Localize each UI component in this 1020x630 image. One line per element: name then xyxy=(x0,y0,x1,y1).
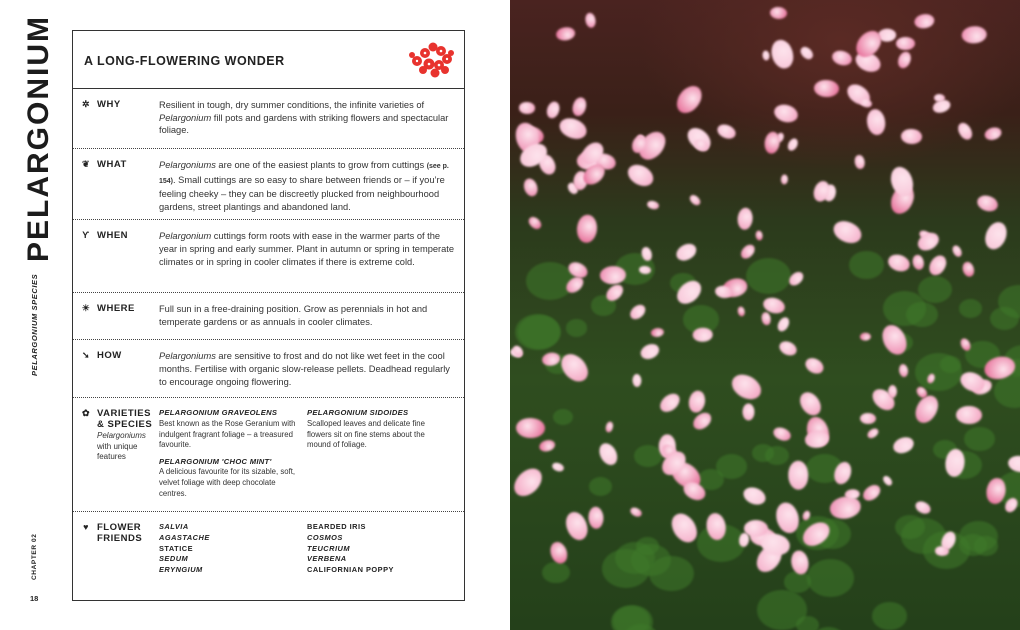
pelargonium-blossom xyxy=(545,100,561,119)
pelargonium-blossom xyxy=(738,242,757,261)
pelargonium-blossom xyxy=(830,49,853,68)
pelargonium-blossom xyxy=(891,435,916,456)
pelargonium-blossom xyxy=(898,363,909,377)
row-when xyxy=(73,220,464,293)
pelargonium-blossom xyxy=(913,12,935,29)
leaf xyxy=(636,537,659,556)
pelargonium-blossom xyxy=(829,494,863,520)
pelargonium-blossom xyxy=(881,474,894,487)
row-label: WHERE xyxy=(97,303,135,315)
leaf xyxy=(649,556,693,591)
leaf xyxy=(918,276,952,303)
leaf xyxy=(553,409,573,425)
heart-icon: ♥ xyxy=(83,522,89,533)
box-header xyxy=(73,31,464,89)
variety-desc: A delicious favourite for its sizable, soft, velvet foliage with deep chocolate centres. xyxy=(159,467,296,498)
pelargonium-blossom xyxy=(983,126,1002,142)
pelargonium-blossom xyxy=(912,254,926,271)
pelargonium-blossom xyxy=(775,315,791,333)
pelargonium-blossom xyxy=(646,200,659,211)
pelargonium-blossom xyxy=(629,506,643,519)
pelargonium-blossom xyxy=(981,219,1010,252)
row-text: Full sun in a free-draining position. Grow as perennials in hot and temperate gardens or as annuals in cooler climates. xyxy=(159,304,428,327)
pelargonium-blossom xyxy=(955,120,975,142)
row-text: Pelargoniums are sensitive to frost and do not like wet feet in the cool months. Fertilise with organic slow-release pellets. Deadhead regularly to encourage ongoing flowering. xyxy=(159,351,450,387)
pelargonium-blossom xyxy=(860,333,871,341)
row-varieties: ✿ VARIETIES & SPECIES Pelargoniums with unique features PELARGONIUM GRAVEOLENS Best known as the Rose Geranium with indulgent fragrant foliage – a treasured favourite. PELARGONIUM 'CHOC MINT' A delicious favourite for its sizable, soft, velvet foliage with deep chocolate centres. PELARGONIUM SIDOIDES Scalloped leaves and delicate fine flowers sit on fine stems about the mound of foliage. xyxy=(73,398,464,512)
leaf xyxy=(994,375,1020,408)
pelargonium-blossom xyxy=(975,193,1000,214)
variety-desc: Scalloped leaves and delicate fine flowers sit on fine stems about the mound of foliage. xyxy=(307,418,425,450)
pelargonium-photo xyxy=(510,0,1020,630)
pelargonium-blossom xyxy=(866,426,880,440)
pelargonium-blossom xyxy=(688,193,702,207)
pelargonium-blossom xyxy=(627,302,648,322)
plant-title: PELARGONIUM xyxy=(22,15,55,262)
variety-name: PELARGONIUM 'CHOC MINT' xyxy=(159,456,272,466)
pelargonium-blossom xyxy=(693,328,713,342)
pelargonium-blossom xyxy=(715,122,737,141)
friend-item: ERYNGIUM xyxy=(159,565,203,575)
pelargonium-blossom xyxy=(813,80,839,99)
leaves-icon: ❦ xyxy=(81,159,91,169)
pelargonium-blossom xyxy=(950,244,963,258)
section-label: PELARGONIUM SPECIES xyxy=(30,273,39,376)
friend-item: SEDUM xyxy=(159,554,189,564)
pelargonium-blossom xyxy=(638,341,661,361)
pelargonium-blossom xyxy=(887,385,896,398)
leaf xyxy=(959,299,982,318)
pelargonium-blossom xyxy=(961,260,976,278)
pelargonium-blossom xyxy=(771,425,792,443)
row-label: FLOWER xyxy=(97,522,142,534)
page-reference: (see p. 154) xyxy=(159,163,449,185)
pelargonium-blossom xyxy=(786,136,800,152)
row-why xyxy=(73,89,464,149)
row-label: WHY xyxy=(97,99,121,110)
pelargonium-blossom xyxy=(854,154,866,169)
friends-column-1 xyxy=(159,522,299,594)
pelargonium-blossom xyxy=(780,175,788,186)
pelargonium-blossom xyxy=(804,430,830,449)
leaf xyxy=(796,616,819,630)
pelargonium-blossom xyxy=(671,81,706,118)
pelargonium-blossom xyxy=(551,461,565,473)
pelargonium-blossom xyxy=(555,25,576,41)
leaf xyxy=(589,477,612,496)
sprout-icon: ϒ xyxy=(82,230,90,241)
pelargonium-blossom xyxy=(657,389,683,415)
leaf xyxy=(518,315,561,349)
pelargonium-blossom xyxy=(625,160,658,190)
leaf xyxy=(915,353,962,391)
pelargonium-blossom xyxy=(687,389,707,414)
box-title: A LONG-FLOWERING WONDER xyxy=(84,54,285,68)
pelargonium-blossom xyxy=(761,50,769,61)
pelargonium-blossom xyxy=(860,98,873,109)
info-box xyxy=(72,30,465,601)
leaf xyxy=(883,291,926,326)
friend-item: SALVIA xyxy=(159,522,189,532)
pelargonium-blossom xyxy=(557,114,590,142)
pelargonium-blossom xyxy=(770,6,788,19)
row-how xyxy=(73,340,464,398)
pelargonium-blossom xyxy=(830,217,864,247)
pelargonium-blossom xyxy=(727,369,765,403)
pelargonium-blossom xyxy=(570,96,588,118)
pelargonium-blossom xyxy=(737,207,754,230)
friends-column-2 xyxy=(307,522,447,594)
pelargonium-blossom xyxy=(788,461,809,490)
pelargonium-blossom xyxy=(878,322,911,360)
friend-item: VERBENA xyxy=(307,554,347,564)
pelargonium-blossom xyxy=(866,108,888,136)
pelargonium-blossom xyxy=(772,102,800,125)
row-sublabel: Pelargoniums with unique features xyxy=(97,431,146,462)
pelargonium-blossom xyxy=(742,403,754,420)
pelargonium-blossom xyxy=(799,44,815,60)
leaf xyxy=(849,251,883,279)
friend-item: COSMOS xyxy=(307,533,343,543)
row-text: Pelargoniums are one of the easiest plants to grow from cuttings (see p. 154). Small cuttings are so easy to share between friends or – if you’re feeling cheeky – they can be discreetly plucked from neighbourhood gardens, street plantings and abandoned land. xyxy=(159,160,449,212)
pelargonium-blossom xyxy=(562,509,592,544)
pelargonium-blossom xyxy=(961,26,987,45)
pelargonium-blossom xyxy=(777,338,799,358)
pelargonium-blossom xyxy=(519,102,536,114)
pelargonium-blossom xyxy=(632,374,642,388)
friend-item: TEUCRIUM xyxy=(307,543,351,553)
row-where xyxy=(73,293,464,340)
pelargonium-blossom xyxy=(956,406,982,424)
friend-item: STATICE xyxy=(159,543,194,553)
pelargonium-blossom xyxy=(755,230,764,241)
pelargonium-blossom xyxy=(510,463,547,501)
pelargonium-blossom xyxy=(761,311,772,325)
sun-flower-icon: ✲ xyxy=(81,99,91,109)
pelargonium-blossom xyxy=(736,305,745,317)
leaf xyxy=(542,562,569,584)
pelargonium-blossom xyxy=(901,129,923,145)
pelargonium-blossom xyxy=(576,214,598,244)
pelargonium-blossom xyxy=(935,545,949,555)
leaf xyxy=(746,258,792,295)
leaf xyxy=(872,602,907,630)
leaf xyxy=(959,534,987,556)
pelargonium-blossom xyxy=(860,413,876,424)
pelargonium-blossom xyxy=(911,392,943,427)
row-label: WHEN xyxy=(97,230,129,242)
leaf xyxy=(964,427,995,452)
leaf xyxy=(634,445,662,467)
row-text: Pelargonium cuttings form roots with ease in the warmer parts of the year in spring and early summer. Plant in autumn or spring in temperate climates or in spring in cooler climates if there is extreme cold. xyxy=(159,231,455,267)
watering-can-icon: ➘ xyxy=(81,350,91,361)
pelargonium-blossom xyxy=(584,12,597,28)
row-label: WHAT xyxy=(97,159,127,170)
pelargonium-blossom xyxy=(596,440,621,467)
leaf xyxy=(716,454,747,479)
pelargonium-blossom xyxy=(516,418,546,439)
pelargonium-blossom xyxy=(845,489,861,501)
row-friends: ♥ FLOWER FRIENDS SALVIA AGASTACHE STATICE SEDUM ERYNGIUM BEARDED IRIS COSMOS TEUCRIUM VERBENA CALIFORNIAN POPPY xyxy=(73,512,464,600)
page-number: 18 xyxy=(30,594,39,603)
variety-name: PELARGONIUM SIDOIDES xyxy=(307,408,409,418)
pelargonium-blossom xyxy=(769,37,797,71)
variety-name: PELARGONIUM GRAVEOLENS xyxy=(159,408,278,418)
pelargonium-blossom xyxy=(860,481,883,503)
pelargonium-blossom xyxy=(895,50,912,70)
pelargonium-blossom xyxy=(690,410,715,434)
variety-desc: Best known as the Rose Geranium with indulgent fragrant foliage – a treasured favourite. xyxy=(159,418,296,450)
pelargonium-blossom xyxy=(600,266,627,285)
pelargonium-blossom xyxy=(796,389,825,420)
pelargonium-blossom xyxy=(650,327,664,337)
pelargonium-blossom xyxy=(673,241,698,264)
flowers-icon: ✿ xyxy=(81,408,91,419)
pelargonium-blossom xyxy=(605,420,615,432)
friend-item: CALIFORNIAN POPPY xyxy=(307,565,394,575)
pelargonium-blossom xyxy=(886,252,912,274)
leaf xyxy=(566,319,588,336)
row-label: VARIETIES xyxy=(97,408,151,420)
pelargonium-blossom xyxy=(587,506,603,528)
pelargonium-blossom xyxy=(526,214,543,231)
row-text: Resilient in tough, dry summer conditions, the infinite varieties of Pelargonium fill pots and gardens with striking flowers and spectacular foliage. xyxy=(159,100,449,136)
pelargonium-blossom xyxy=(740,485,767,509)
variety-column-1 xyxy=(159,408,299,505)
leaf xyxy=(611,605,654,630)
row-what xyxy=(73,149,464,220)
friend-item: BEARDED IRIS xyxy=(307,522,366,532)
leaf xyxy=(895,515,926,539)
pelargonium-blossom xyxy=(896,37,915,50)
pelargonium-blossom xyxy=(925,252,949,278)
chapter-label: CHAPTER 02 xyxy=(31,533,38,580)
row-label: HOW xyxy=(97,350,122,362)
pelargonium-blossom xyxy=(522,177,540,198)
pelargonium-blossom xyxy=(803,355,827,377)
leaf xyxy=(807,559,854,597)
leaf xyxy=(526,262,574,300)
variety-column-2 xyxy=(307,408,447,505)
sun-icon: ☀ xyxy=(81,303,91,314)
pelargonium-blossom xyxy=(913,499,932,516)
pelargonium-blossom xyxy=(538,438,556,453)
flower-cluster-icon xyxy=(405,39,455,79)
friend-item: AGASTACHE xyxy=(159,533,210,543)
